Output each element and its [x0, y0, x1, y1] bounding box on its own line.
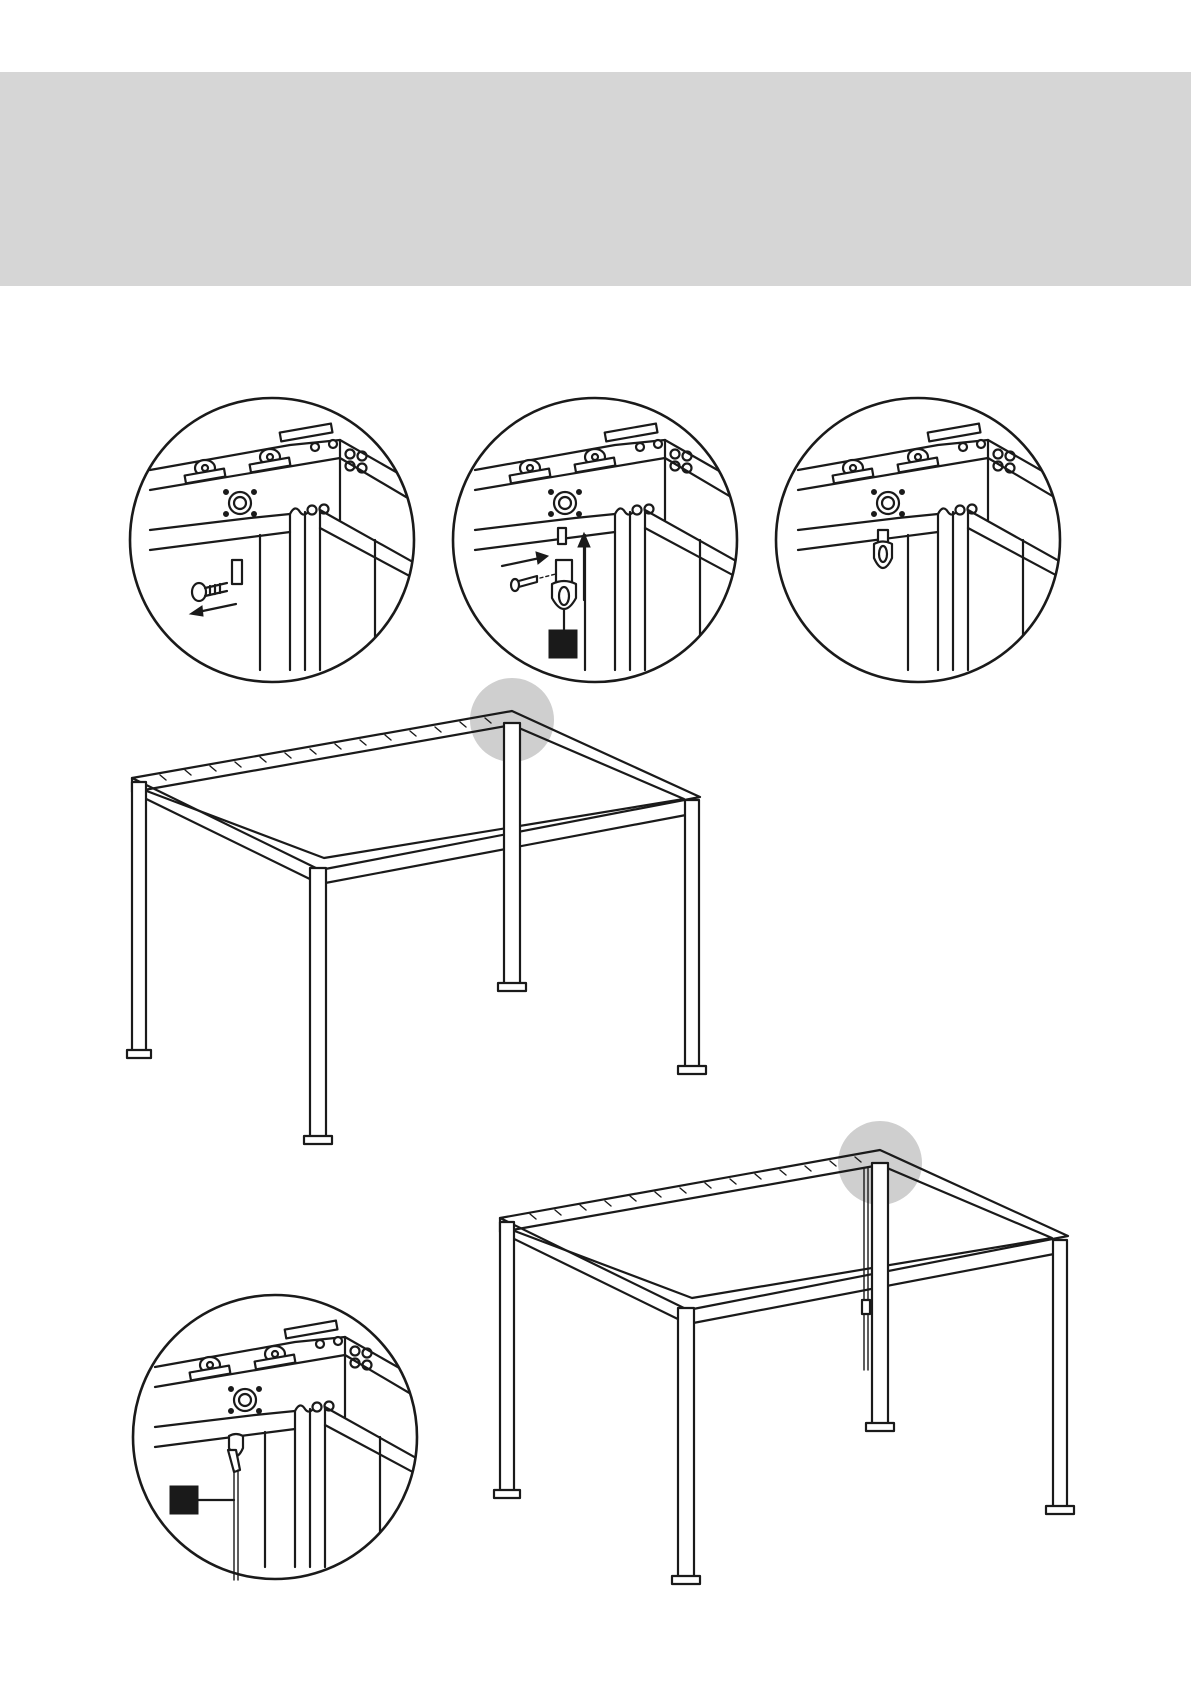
- arrow-right-icon: [502, 552, 548, 566]
- pergola-frame-2: [494, 1121, 1074, 1584]
- detail-circle-eye-bolt-installed: [776, 398, 1093, 682]
- callout-box: [549, 630, 577, 658]
- eye-bolt-icon: [228, 1434, 243, 1472]
- screw-icon: [192, 583, 227, 601]
- screw-icon: [511, 576, 537, 591]
- detail-circle-attach-cord: [133, 1295, 450, 1580]
- eye-bolt-icon: [874, 530, 892, 568]
- eye-bolt-icon: [552, 560, 576, 609]
- detail-circle-insert-eye-bolt: [453, 398, 770, 682]
- detail-circle-remove-screw: [130, 398, 445, 682]
- arrow-left-icon: [190, 604, 236, 616]
- pergola-frame-1: [127, 678, 706, 1144]
- arrow-up-icon: [578, 533, 590, 600]
- callout-box: [170, 1486, 198, 1514]
